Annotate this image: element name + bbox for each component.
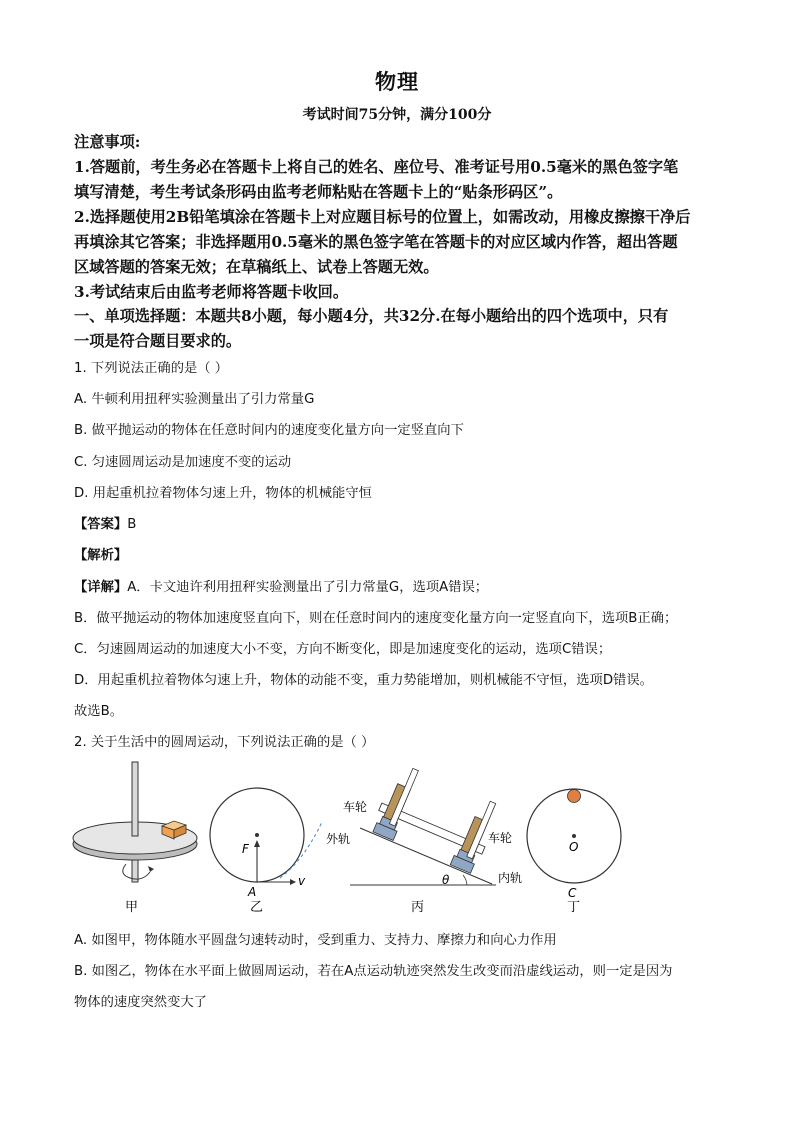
label-outer-rail: 外轨 <box>326 832 351 846</box>
label-O: O <box>569 840 579 854</box>
detail-line <box>74 576 488 595</box>
question-1-option-a: A. 牛顿利用扭秤实验测量出了引力常量G <box>74 392 315 407</box>
question-2-option-b-cont: 物体的速度突然变大了 <box>74 995 207 1010</box>
label-inner-rail: 内轨 <box>498 871 523 885</box>
detail-line: C．匀速圆周运动的加速度大小不变，方向不断变化，即是加速度变化的运动，选项C错误； <box>74 642 612 657</box>
figure-ding <box>527 789 621 915</box>
detail-line: D．用起重机拉着物体匀速上升，物体的动能不变，重力势能增加，则机械能不守恒，选项D错误。 <box>74 673 653 688</box>
figure-label-bing: 丙 <box>411 900 425 915</box>
question-1-option-c: C. 匀速圆周运动是加速度不变的运动 <box>74 455 292 470</box>
question-1-option-d: D. 用起重机拉着物体匀速上升，物体的机械能守恒 <box>74 486 372 501</box>
page-subtitle: 考试时间75分钟，满分100分 <box>302 107 492 123</box>
figure-label-ding: 丁 <box>567 900 581 915</box>
label-F: F <box>242 842 249 856</box>
figure-label-jia: 甲 <box>125 900 139 915</box>
question-2-stem: 2. 关于生活中的圆周运动，下列说法正确的是（ ） <box>74 735 375 750</box>
detail-line: 故选B。 <box>74 704 124 719</box>
answer-value: B <box>127 517 137 532</box>
label-C: C <box>568 886 577 900</box>
detail-text: A．卡文迪许利用扭秤实验测量出了引力常量G，选项A错误； <box>127 580 489 595</box>
question-1-stem: 1. 下列说法正确的是（ ） <box>74 361 229 376</box>
figure-jia <box>73 762 197 915</box>
question-2-option-b: B. 如图乙，物体在水平面上做圆周运动，若在A点运动轨迹突然发生改变而沿虚线运动，则一定是因为 <box>74 964 673 979</box>
section-heading: 一项是符合题目要求的。 <box>74 332 242 350</box>
label-wheel-right: 车轮 <box>488 831 513 845</box>
label-A: A <box>248 885 257 899</box>
notice-line: 3.考试结束后由监考老师将答题卡收回。 <box>74 283 349 301</box>
question-2-figure <box>60 758 630 920</box>
label-wheel-left: 车轮 <box>343 800 368 814</box>
figure-bing <box>326 763 522 915</box>
notice-heading: 注意事项: <box>74 133 141 151</box>
question-2-option-a: A. 如图甲，物体随水平圆盘匀速转动时，受到重力、支持力、摩擦力和向心力作用 <box>74 933 557 948</box>
figure-label-yi: 乙 <box>250 900 264 915</box>
detail-tag: 【详解】 <box>74 580 128 595</box>
figure-yi <box>210 788 322 915</box>
ball <box>568 790 581 803</box>
analysis-tag: 【解析】 <box>74 548 128 563</box>
notice-line: 再填涂其它答案；非选择题用0.5毫米的黑色签字笔在答题卡的对应区域内作答，超出答题 <box>74 233 678 251</box>
notice-line: 区域答题的答案无效；在草稿纸上、试卷上答题无效。 <box>74 258 439 276</box>
answer-tag: 【答案】 <box>74 517 128 532</box>
notice-line: 1.答题前，考生务必在答题卡上将自己的姓名、座位号、准考证号用0.5毫米的黑色签字笔 <box>74 158 679 176</box>
detail-line: B．做平抛运动的物体加速度竖直向下，则在任意时间内的速度变化量方向一定竖直向下，选项B正确； <box>74 611 678 626</box>
label-theta: θ <box>442 873 450 887</box>
notice-line: 填写清楚，考生考试条形码由监考老师粘贴在答题卡上的“贴条形码区”。 <box>74 183 563 201</box>
label-v: v <box>298 874 306 888</box>
section-heading: 一、单项选择题：本题共8小题，每小题4分，共32分.在每小题给出的四个选项中，只有 <box>74 307 669 325</box>
notice-line: 2.选择题使用2B铅笔填涂在答题卡上对应题目标号的位置上，如需改动，用橡皮擦擦干净后 <box>74 208 691 226</box>
question-1-option-b: B. 做平抛运动的物体在任意时间内的速度变化量方向一定竖直向下 <box>74 423 464 438</box>
answer-line <box>74 513 136 532</box>
page-title: 物理 <box>375 69 419 94</box>
